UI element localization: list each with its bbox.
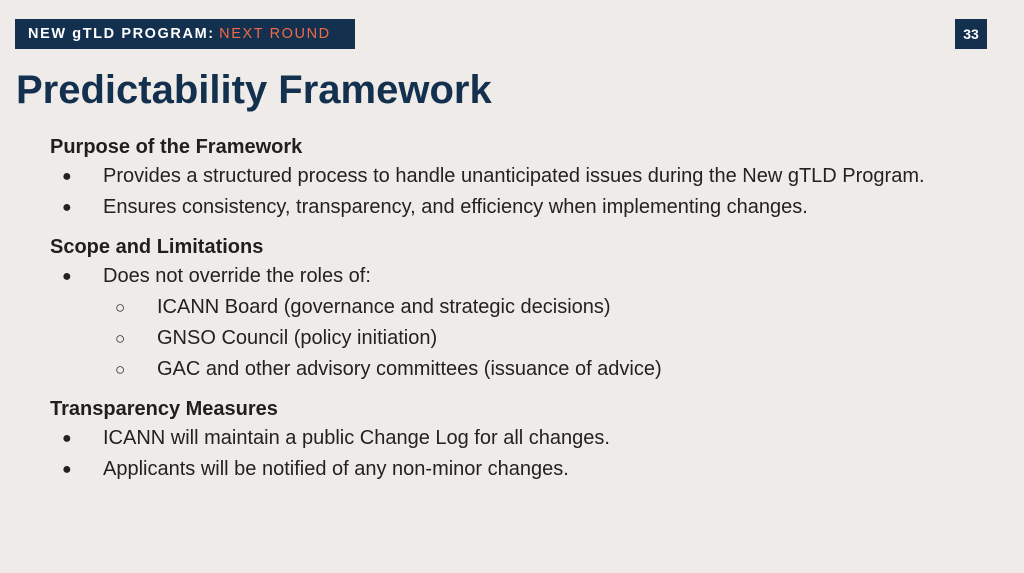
bullet-dot-icon: ●	[62, 430, 72, 447]
page-number: 33	[955, 19, 987, 49]
sub-bullet-circle-icon: ○	[115, 298, 126, 317]
bullet-dot-icon: ●	[62, 199, 72, 216]
bullet-item	[50, 161, 950, 192]
bullet-item	[50, 261, 950, 292]
sub-bullet-item	[50, 354, 950, 385]
section-scope	[50, 233, 950, 385]
slide-content	[50, 133, 950, 485]
program-banner	[15, 19, 355, 49]
sub-bullet-item	[50, 292, 950, 323]
bullet-item	[50, 454, 950, 485]
bullet-list	[50, 161, 950, 223]
bullet-dot-icon: ●	[62, 268, 72, 285]
bullet-list	[50, 261, 950, 292]
bullet-list	[50, 423, 950, 485]
sub-bullet-text: GAC and other advisory committees (issuance of advice)	[157, 358, 662, 380]
section-purpose	[50, 133, 950, 223]
section-transparency	[50, 395, 950, 485]
section-heading: Purpose of the Framework	[50, 136, 303, 158]
sub-bullet-text: GNSO Council (policy initiation)	[157, 327, 438, 349]
sub-bullet-circle-icon: ○	[115, 329, 126, 348]
program-label: NEW gTLD PROGRAM	[28, 26, 209, 42]
sub-bullet-text: ICANN Board (governance and strategic decisions)	[157, 296, 611, 318]
bullet-dot-icon: ●	[62, 461, 72, 478]
bullet-text: Provides a structured process to handle unanticipated issues during the New gTLD Program.	[103, 165, 925, 187]
sub-bullet-list	[50, 292, 950, 385]
bullet-text: Ensures consistency, transparency, and efficiency when implementing changes.	[103, 196, 808, 218]
page-title: Predictability Framework	[16, 68, 492, 112]
bullet-item	[50, 192, 950, 223]
banner-separator: :	[208, 26, 215, 42]
section-heading: Scope and Limitations	[50, 236, 264, 258]
sub-bullet-item	[50, 323, 950, 354]
section-heading: Transparency Measures	[50, 398, 278, 420]
bullet-text: Does not override the roles of:	[103, 265, 371, 287]
bullet-dot-icon: ●	[62, 168, 72, 185]
bullet-item	[50, 423, 950, 454]
bullet-text: Applicants will be notified of any non-minor changes.	[103, 458, 569, 480]
round-label: NEXT ROUND	[219, 26, 331, 42]
sub-bullet-circle-icon: ○	[115, 360, 126, 379]
bullet-text: ICANN will maintain a public Change Log for all changes.	[103, 427, 610, 449]
